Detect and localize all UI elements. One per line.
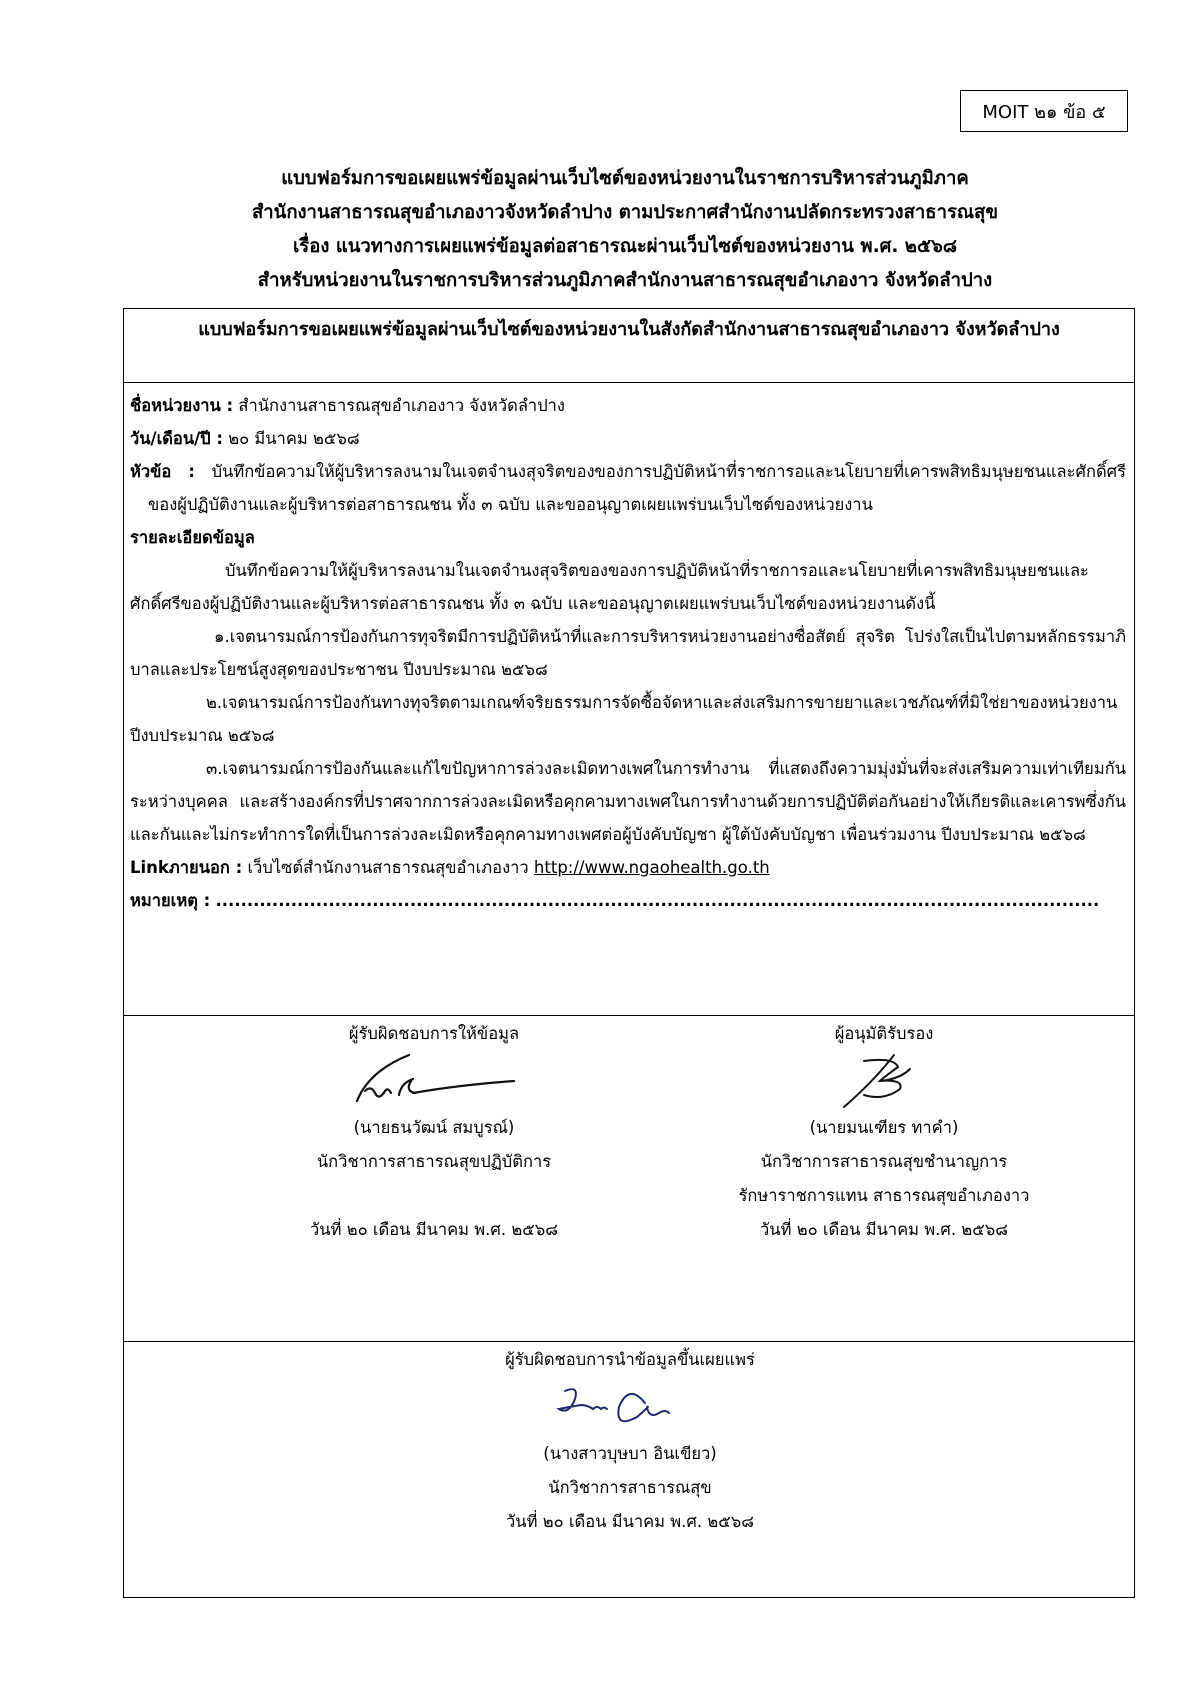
- provider-name: (นายธนวัฒน์ สมบูรณ์): [353, 1118, 515, 1137]
- approver-date: วันที่ ๒๐ เดือน มีนาคม พ.ศ. ๒๕๖๘: [760, 1220, 1008, 1239]
- subject-row: [130, 455, 1126, 521]
- form-title: แบบฟอร์มการขอเผยแพร่ข้อมูลผ่านเว็บไซต์ของหน่วยงานในสังกัดสำนักงานสาธารณสุขอำเภองาว จังหวัดลำปาง: [124, 309, 1134, 383]
- document-code-box: [960, 90, 1128, 132]
- approver-acting: รักษาราชการแทน สาธารณสุขอำเภองาว: [738, 1186, 1030, 1205]
- date-row: [130, 422, 1126, 455]
- subject-value: บันทึกข้อความให้ผู้บริหารลงนามในเจตจำนงสุจริตของของการปฏิบัติหน้าที่ราชการอและนโยบายที่เคารพสิทธิมนุษยชนและศักดิ์ศรีของผู้ปฏิบัติงานและผู้บริหารต่อสาธารณชน ทั้ง ๓ ฉบับ และขออนุญาตเผยแพร่บนเว็บไซต์ของหน่วยงาน: [148, 462, 1126, 514]
- approver-role: ผู้อนุมัติรับรอง: [834, 1024, 934, 1043]
- publisher-role: ผู้รับผิดชอบการนำข้อมูลขึ้นเผยแพร่: [505, 1350, 755, 1369]
- publisher-position: นักวิชาการสาธารณสุข: [548, 1478, 712, 1497]
- link-text: เว็บไซต์สำนักงานสาธารณสุขอำเภองาว: [247, 858, 529, 877]
- publication-form: [123, 308, 1135, 1598]
- agency-label: ชื่อหน่วยงาน :: [130, 396, 234, 415]
- section-divider: [124, 1015, 1134, 1016]
- agency-value: สำนักงานสาธารณสุขอำเภองาว จังหวัดลำปาง: [238, 396, 565, 415]
- publisher-date: วันที่ ๒๐ เดือน มีนาคม พ.ศ. ๒๕๖๘: [506, 1512, 754, 1531]
- details-intro: บันทึกข้อความให้ผู้บริหารลงนามในเจตจำนงสุจริตของของการปฏิบัติหน้าที่ราชการอและนโยบายที่เคารพสิทธิมนุษยชนและศักดิ์ศรีของผู้ปฏิบัติงานและผู้บริหารต่อสาธารณชน ทั้ง ๓ ฉบับ และขออนุญาตเผยแพร่บนเว็บไซต์ของหน่วยงานดังนี้: [130, 561, 1089, 613]
- date-value: ๒๐ มีนาคม ๒๕๖๘: [228, 429, 360, 448]
- details-item-3: ๓.เจตนารมณ์การป้องกันและแก้ไขปัญหาการล่วงละเมิดทางเพศในการทำงาน ที่แสดงถึงความมุ่งมั่นที่จะส่งเสริมความเท่าเทียมกันระหว่างบุคคล และสร้างองค์กรที่ปราศจากการล่วงละเมิดหรือคุกคามทางเพศในการทำงานด้วยการปฏิบัติต่อกันอย่างให้เกียรติและเคารพซึ่งกันและกันและไม่กระทำการใดที่เป็นการล่วงละเมิดหรือคุกคามทางเพศต่อผู้บังคับบัญชา ผู้ใต้บังคับบัญชา เพื่อนร่วมงาน ปีงบประมาณ ๒๕๖๘: [130, 759, 1126, 844]
- publisher-name: (นางสาวบุษบา อินเขียว): [543, 1444, 717, 1463]
- section-divider: [124, 1341, 1134, 1342]
- header-line-2: สำนักงานสาธารณสุขอำเภองาวจังหวัดลำปาง ตามประกาศสำนักงานปลัดกระทรวงสาธารณสุข: [252, 202, 998, 223]
- provider-role: ผู้รับผิดชอบการให้ข้อมูล: [348, 1024, 520, 1043]
- provider-signature-block: [254, 1017, 614, 1247]
- document-header: [120, 162, 1130, 298]
- provider-date: วันที่ ๒๐ เดือน มีนาคม พ.ศ. ๒๕๖๘: [310, 1220, 558, 1239]
- details-item-1: ๑.เจตนารมณ์การป้องกันการทุจริตมีการปฏิบัติหน้าที่และการบริหารหน่วยงานอย่างซื่อสัตย์ สุจริต โปร่งใสเป็นไปตามหลักธรรมาภิบาลและประโยชน์สูงสุดของประชาชน ปีงบประมาณ ๒๕๖๘: [130, 627, 1126, 679]
- link-row: [130, 851, 1126, 884]
- details-item-2: ๒.เจตนารมณ์การป้องกันทางทุจริตตามเกณฑ์จริยธรรมการจัดซื้อจัดหาและส่งเสริมการขายยาและเวชภัณฑ์ที่มิใช่ยาของหน่วยงาน ปีงบประมาณ ๒๕๖๘: [130, 693, 1118, 745]
- details-label: รายละเอียดข้อมูล: [130, 528, 255, 547]
- approver-name: (นายมนเฑียร ทาคำ): [809, 1118, 959, 1137]
- provider-position: นักวิชาการสาธารณสุขปฏิบัติการ: [316, 1152, 552, 1171]
- header-line-1: แบบฟอร์มการขอเผยแพร่ข้อมูลผ่านเว็บไซต์ของหน่วยงานในราชการบริหารส่วนภูมิภาค: [281, 168, 969, 189]
- subject-label: หัวข้อ :: [130, 462, 195, 481]
- note-row: [130, 884, 1126, 917]
- header-line-4: สำหรับหน่วยงานในราชการบริหารส่วนภูมิภาคสำนักงานสาธารณสุขอำเภองาว จังหวัดลำปาง: [257, 270, 993, 291]
- document-code: MOIT ๒๑ ข้อ ๕: [982, 101, 1106, 123]
- publisher-signature-block: [380, 1343, 880, 1539]
- header-line-3: เรื่อง แนวทางการเผยแพร่ข้อมูลต่อสาธารณะผ่านเว็บไซต์ของหน่วยงาน พ.ศ. ๒๕๖๘: [292, 236, 958, 257]
- link-label: Linkภายนอก :: [130, 858, 243, 877]
- external-link[interactable]: http://www.ngaohealth.go.th: [533, 858, 770, 877]
- date-label: วัน/เดือน/ปี :: [130, 429, 223, 448]
- note-value: .............................................................................................................................................: [215, 891, 1100, 910]
- form-info: [130, 389, 1126, 917]
- approver-position: นักวิชาการสาธารณสุขชำนาญการ: [760, 1152, 1008, 1171]
- publisher-signature-mark: [545, 1377, 715, 1437]
- approver-signature-block: [684, 1017, 1084, 1247]
- note-label: หมายเหตุ :: [130, 891, 211, 910]
- provider-signature-mark: [339, 1051, 529, 1111]
- agency-row: [130, 389, 1126, 422]
- approver-signature-mark: [824, 1051, 944, 1111]
